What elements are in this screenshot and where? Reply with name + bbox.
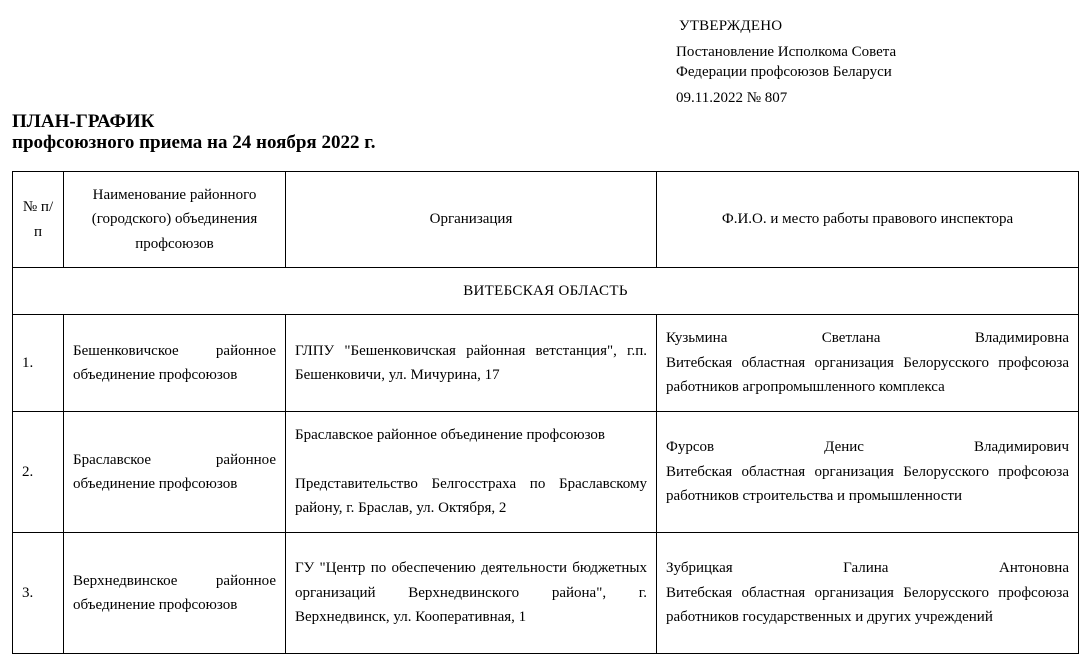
inspector-name: Фурсов Денис Владимирович xyxy=(666,439,1069,456)
row-organization: ГЛПУ "Бешенковичская районная ветстанция", г.п. Бешенковичи, ул. Мичурина, 17 xyxy=(286,315,657,412)
row-district: Бешенковичское районное объединение профсоюзов xyxy=(64,315,286,412)
approval-line-2: Федерации профсоюзов Беларуси xyxy=(676,64,892,80)
approval-issuer xyxy=(676,42,1076,82)
organization-part-2: Представительство Белгосстраха по Браславскому району, г. Браслав, ул. Октября, 2 xyxy=(295,475,647,517)
table-row xyxy=(13,315,1079,412)
row-inspector xyxy=(657,533,1079,654)
document-title xyxy=(12,111,652,153)
row-inspector xyxy=(657,315,1079,412)
region-name: ВИТЕБСКАЯ ОБЛАСТЬ xyxy=(13,268,1079,315)
row-organization xyxy=(286,412,657,533)
inspector-name: Зубрицкая Галина Антоновна xyxy=(666,560,1069,577)
approval-line-1: Постановление Исполкома Совета xyxy=(676,44,897,60)
schedule-table xyxy=(12,171,1079,654)
row-organization: ГУ "Центр по обеспечению деятельности бюджетных организаций Верхнедвинского района", г. Верхнедвинск, ул. Кооперативная, 1 xyxy=(286,533,657,654)
title-line-2: профсоюзного приема на 24 ноября 2022 г. xyxy=(12,132,376,153)
table-row xyxy=(13,412,1079,533)
title-line-1: ПЛАН-ГРАФИК xyxy=(12,111,155,132)
row-num: 3. xyxy=(13,533,64,654)
row-inspector xyxy=(657,412,1079,533)
header-organization: Организация xyxy=(286,172,657,268)
header-num: № п/п xyxy=(13,172,64,268)
approval-date-number: 09.11.2022 № 807 xyxy=(676,90,788,106)
organization-part-1: Браславское районное объединение профсоюзов xyxy=(295,427,605,444)
inspector-workplace: Витебская областная организация Белорусского профсоюза работников строительства и промышленности xyxy=(666,463,1069,505)
inspector-workplace: Витебская областная организация Белорусского профсоюза работников государственных и других учреждений xyxy=(666,584,1069,626)
inspector-workplace: Витебская областная организация Белорусского профсоюза работников агропромышленного комплекса xyxy=(666,354,1069,396)
paragraph-gap xyxy=(295,448,647,472)
row-district: Верхнедвинское районное объединение профсоюзов xyxy=(64,533,286,654)
row-num: 2. xyxy=(13,412,64,533)
region-row xyxy=(13,268,1079,315)
approval-stamp xyxy=(676,16,1076,108)
header-inspector: Ф.И.О. и место работы правового инспектора xyxy=(657,172,1079,268)
table-row xyxy=(13,533,1079,654)
approval-title: УТВЕРЖДЕНО xyxy=(679,18,783,34)
inspector-name: Кузьмина Светлана Владимировна xyxy=(666,330,1069,347)
row-num: 1. xyxy=(13,315,64,412)
row-district: Браславское районное объединение профсоюзов xyxy=(64,412,286,533)
header-district: Наименование районного (городского) объединения профсоюзов xyxy=(64,172,286,268)
table-header-row xyxy=(13,172,1079,268)
